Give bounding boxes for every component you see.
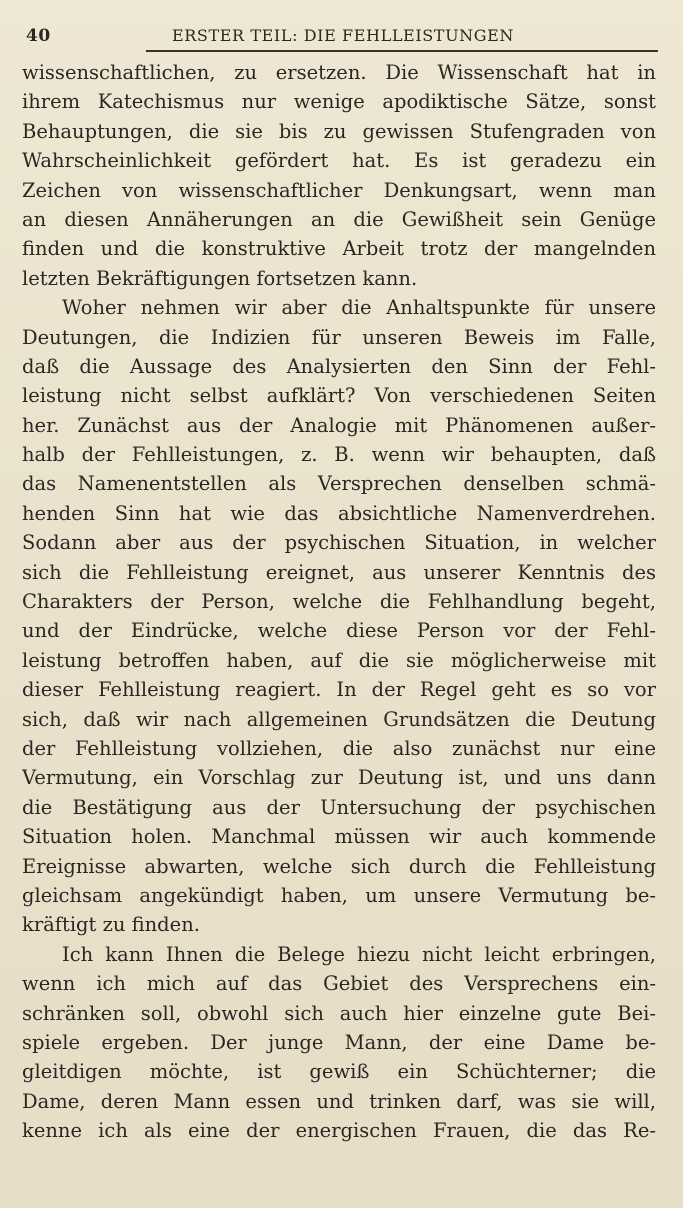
- text-line: sich die Fehlleistung ereignet, aus unserer Kenntnis des: [22, 560, 656, 584]
- text-line: Woher nehmen wir aber die Anhaltspunkte für unsere: [62, 296, 656, 320]
- text-line: dieser Fehlleistung reagiert. In der Regel geht es so vor: [22, 678, 656, 702]
- text-line: Sodann aber aus der psychischen Situation, in welcher: [22, 531, 656, 555]
- text-line: Behauptungen, die sie bis zu gewissen Stufengraden von: [22, 119, 656, 143]
- text-line: gleitdigen möchte, ist gewiß ein Schüchterner; die: [22, 1060, 656, 1084]
- text-line: kenne ich als eine der energischen Frauen, die das Re-: [22, 1119, 656, 1143]
- text-line: Ereignisse abwarten, welche sich durch die Fehlleistung: [22, 854, 656, 878]
- text-line: sich, daß wir nach allgemeinen Grundsätzen die Deutung: [22, 707, 656, 731]
- text-line: kräftigt zu finden.: [22, 913, 200, 937]
- text-line: Charakters der Person, welche die Fehlhandlung begeht,: [22, 590, 656, 614]
- text-line: und der Eindrücke, welche diese Person vor der Fehl-: [22, 619, 656, 643]
- text-line: Dame, deren Mann essen und trinken darf, was sie will,: [22, 1089, 656, 1113]
- text-line: spiele ergeben. Der junge Mann, der eine Dame be-: [22, 1030, 656, 1054]
- text-line: leistung betroffen haben, auf die sie möglicherweise mit: [22, 648, 656, 672]
- text-line: wenn ich mich auf das Gebiet des Versprechens ein-: [22, 972, 656, 996]
- text-line: die Bestätigung aus der Untersuchung der psychischen: [22, 795, 656, 819]
- body-text: [22, 58, 656, 1145]
- text-line: halb der Fehlleistungen, z. B. wenn wir behaupten, daß: [22, 443, 656, 467]
- text-line: her. Zunächst aus der Analogie mit Phänomenen außer-: [22, 413, 656, 437]
- text-line: Situation holen. Manchmal müssen wir auch kommende: [22, 825, 656, 849]
- text-line: leistung nicht selbst aufklärt? Von verschiedenen Seiten: [22, 384, 656, 408]
- text-line: gleichsam angekündigt haben, um unsere Vermutung be-: [22, 883, 656, 907]
- text-line: henden Sinn hat wie das absichtliche Namenverdrehen.: [22, 501, 656, 525]
- text-line: der Fehlleistung vollziehen, die also zunächst nur eine: [22, 736, 656, 760]
- text-line: schränken soll, obwohl sich auch hier einzelne gute Bei-: [22, 1001, 656, 1025]
- text-line: ihrem Katechismus nur wenige apodiktische Sätze, sonst: [22, 90, 656, 114]
- text-line: Zeichen von wissenschaftlicher Denkungsart, wenn man: [22, 178, 656, 202]
- text-line: letzten Bekräftigungen fortsetzen kann.: [22, 266, 418, 290]
- text-line: Ich kann Ihnen die Belege hiezu nicht leicht erbringen,: [62, 942, 656, 966]
- text-line: an diesen Annäherungen an die Gewißheit sein Genüge: [22, 207, 656, 231]
- page-header: [26, 24, 656, 48]
- text-line: finden und die konstruktive Arbeit trotz der mangelnden: [22, 237, 656, 261]
- running-head: ERSTER TEIL: DIE FEHLLEISTUNGEN: [172, 26, 515, 45]
- text-line: Vermutung, ein Vorschlag zur Deutung ist, und uns dann: [22, 766, 656, 790]
- text-line: das Namenentstellen als Versprechen denselben schmä-: [22, 472, 656, 496]
- text-line: Wahrscheinlichkeit gefördert hat. Es ist geradezu ein: [22, 149, 656, 173]
- page-number: 40: [26, 26, 51, 46]
- text-line: wissenschaftlichen, zu ersetzen. Die Wissenschaft hat in: [22, 61, 656, 84]
- text-line: Deutungen, die Indizien für unseren Beweis im Falle,: [22, 325, 656, 349]
- header-rule: [146, 50, 658, 52]
- text-line: daß die Aussage des Analysierten den Sinn der Fehl-: [22, 354, 656, 378]
